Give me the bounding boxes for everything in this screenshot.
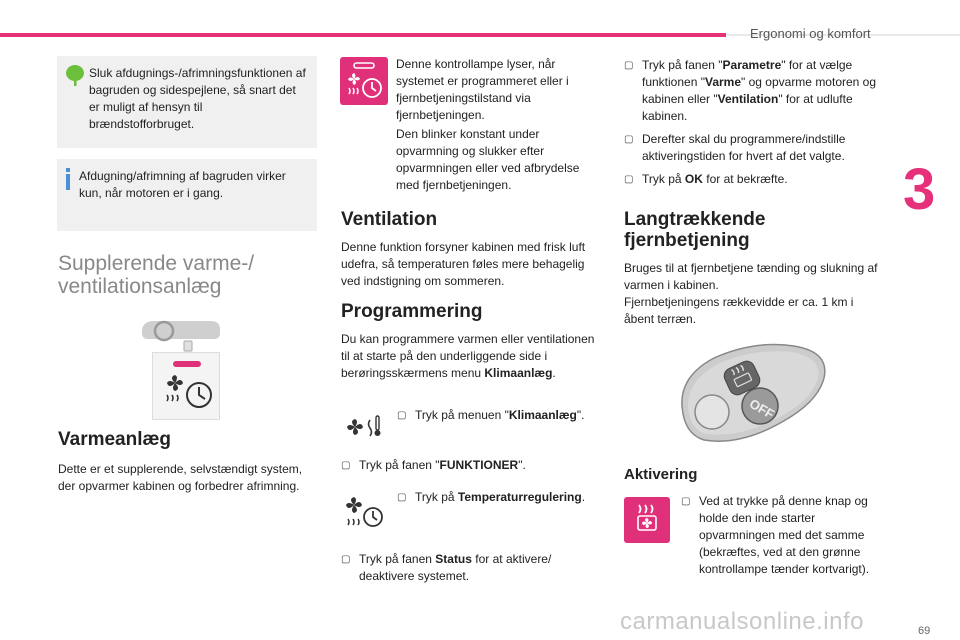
eco-note-text: Sluk afdugnings-/afrimningsfunktionen af bagruden og sidespejlene, så snart det er muligt af hensyn til brændstofforbruget. [89, 66, 306, 131]
bullet-marker-icon: ▢ [341, 554, 351, 565]
step-temperature-regulation: ▢ Tryk på Temperaturregulering. [397, 490, 586, 504]
bullet-marker-icon: ▢ [624, 174, 634, 185]
ventilation-heading: Ventilation [341, 209, 438, 230]
info-note-panel [57, 159, 317, 231]
activation-step: ▢ Ved at trykke på denne knap og holde den inde starter opvarmningen med det samme (bekræftes, ved at den grønne kontrollampe tænder kortvarigt). [681, 494, 870, 576]
heater-text: Dette er et supplerende, selvstændigt system, der opvarmer kabinen og forbedrer afrimning. [58, 462, 303, 493]
info-note-text: Afdugning/afrimning af bagruden virker kun, når motoren er i gang. [79, 169, 286, 200]
chapter-title: Ergonomi og komfort [750, 26, 871, 41]
heater-heading: Varmeanlæg [58, 429, 171, 450]
header-accent-bar [0, 33, 726, 37]
remote-heading: Langtrækkende fjernbetjening [624, 209, 766, 251]
remote-off-label: OFF [746, 395, 777, 422]
remote-text-2: Fjernbetjeningens rækkevidde er ca. 1 km i åbent terræn. [624, 295, 854, 326]
page-number: 69 [918, 625, 931, 637]
heater-lamp-icon-box [340, 57, 388, 105]
remote-text-1: Bruges til at fjernbetjene tænding og slukning af varmen i kabinen. [624, 261, 878, 292]
programming-heading: Programmering [341, 301, 483, 322]
step-functions-tab: ▢ Tryk på fanen "FUNKTIONER". [341, 458, 526, 472]
heater-timer-icon-box [152, 352, 220, 420]
lamp-text-2: Den blinker konstant under opvarmning og slukker efter opvarmningen eller ved afbrydelse med fjernbetjeningen. [396, 127, 580, 192]
info-icon [63, 168, 73, 195]
heater-button-icon [624, 497, 670, 548]
step-parameters-tab: ▢ Tryk på fanen "Parametre" for at vælge funktionen "Varme" og opvarme motoren og kabinen eller "Ventilation" for at udlufte kabinen. [624, 58, 877, 123]
bullet-marker-icon: ▢ [341, 460, 351, 471]
step-status-tab: ▢ Tryk på fanen Status for at aktivere/ deaktivere systemet. [341, 552, 552, 583]
remote-control-icon [674, 336, 834, 461]
fan-timer-icon [343, 493, 385, 534]
bullet-marker-icon: ▢ [681, 496, 691, 507]
chapter-number: 3 [903, 157, 936, 222]
section-title: Supplerende varme-/ ventilationsanlæg [58, 252, 255, 298]
bullet-marker-icon: ▢ [624, 134, 634, 145]
heater-button-icon-box [624, 497, 670, 543]
eco-leaf-icon [65, 65, 85, 92]
heater-timer-icon [153, 353, 221, 426]
step-program-time: ▢ Derefter skal du programmere/indstille aktiveringstiden for hvert af det valgte. [624, 132, 846, 163]
ventilation-text: Denne funktion forsyner kabinen med frisk luft udefra, så temperaturen føles mere behagelig ved indstigning om sommeren. [341, 240, 586, 288]
step-climate-menu: ▢ Tryk på menuen "Klimaanlæg". [397, 408, 585, 422]
watermark: carmanualsonline.info [620, 608, 864, 635]
eco-note-panel [57, 56, 317, 148]
step-confirm-ok: ▢ Tryk på OK for at bekræfte. [624, 172, 788, 186]
programming-text: Du kan programmere varmen eller ventilationen til at starte på den underliggende side i berøringsskærmens menu Klimaanlæg. [341, 332, 595, 380]
bullet-marker-icon: ▢ [397, 492, 407, 503]
lamp-text-1: Denne kontrollampe lyser, når systemet er programmeret eller i fjernbetjeningstilstand via fjernbetjeningen. [396, 57, 569, 122]
activation-heading: Aktivering [624, 466, 698, 483]
fan-heat-icon [344, 412, 384, 447]
bullet-marker-icon: ▢ [397, 410, 407, 421]
bullet-marker-icon: ▢ [624, 60, 634, 71]
heater-lamp-icon [340, 57, 388, 110]
